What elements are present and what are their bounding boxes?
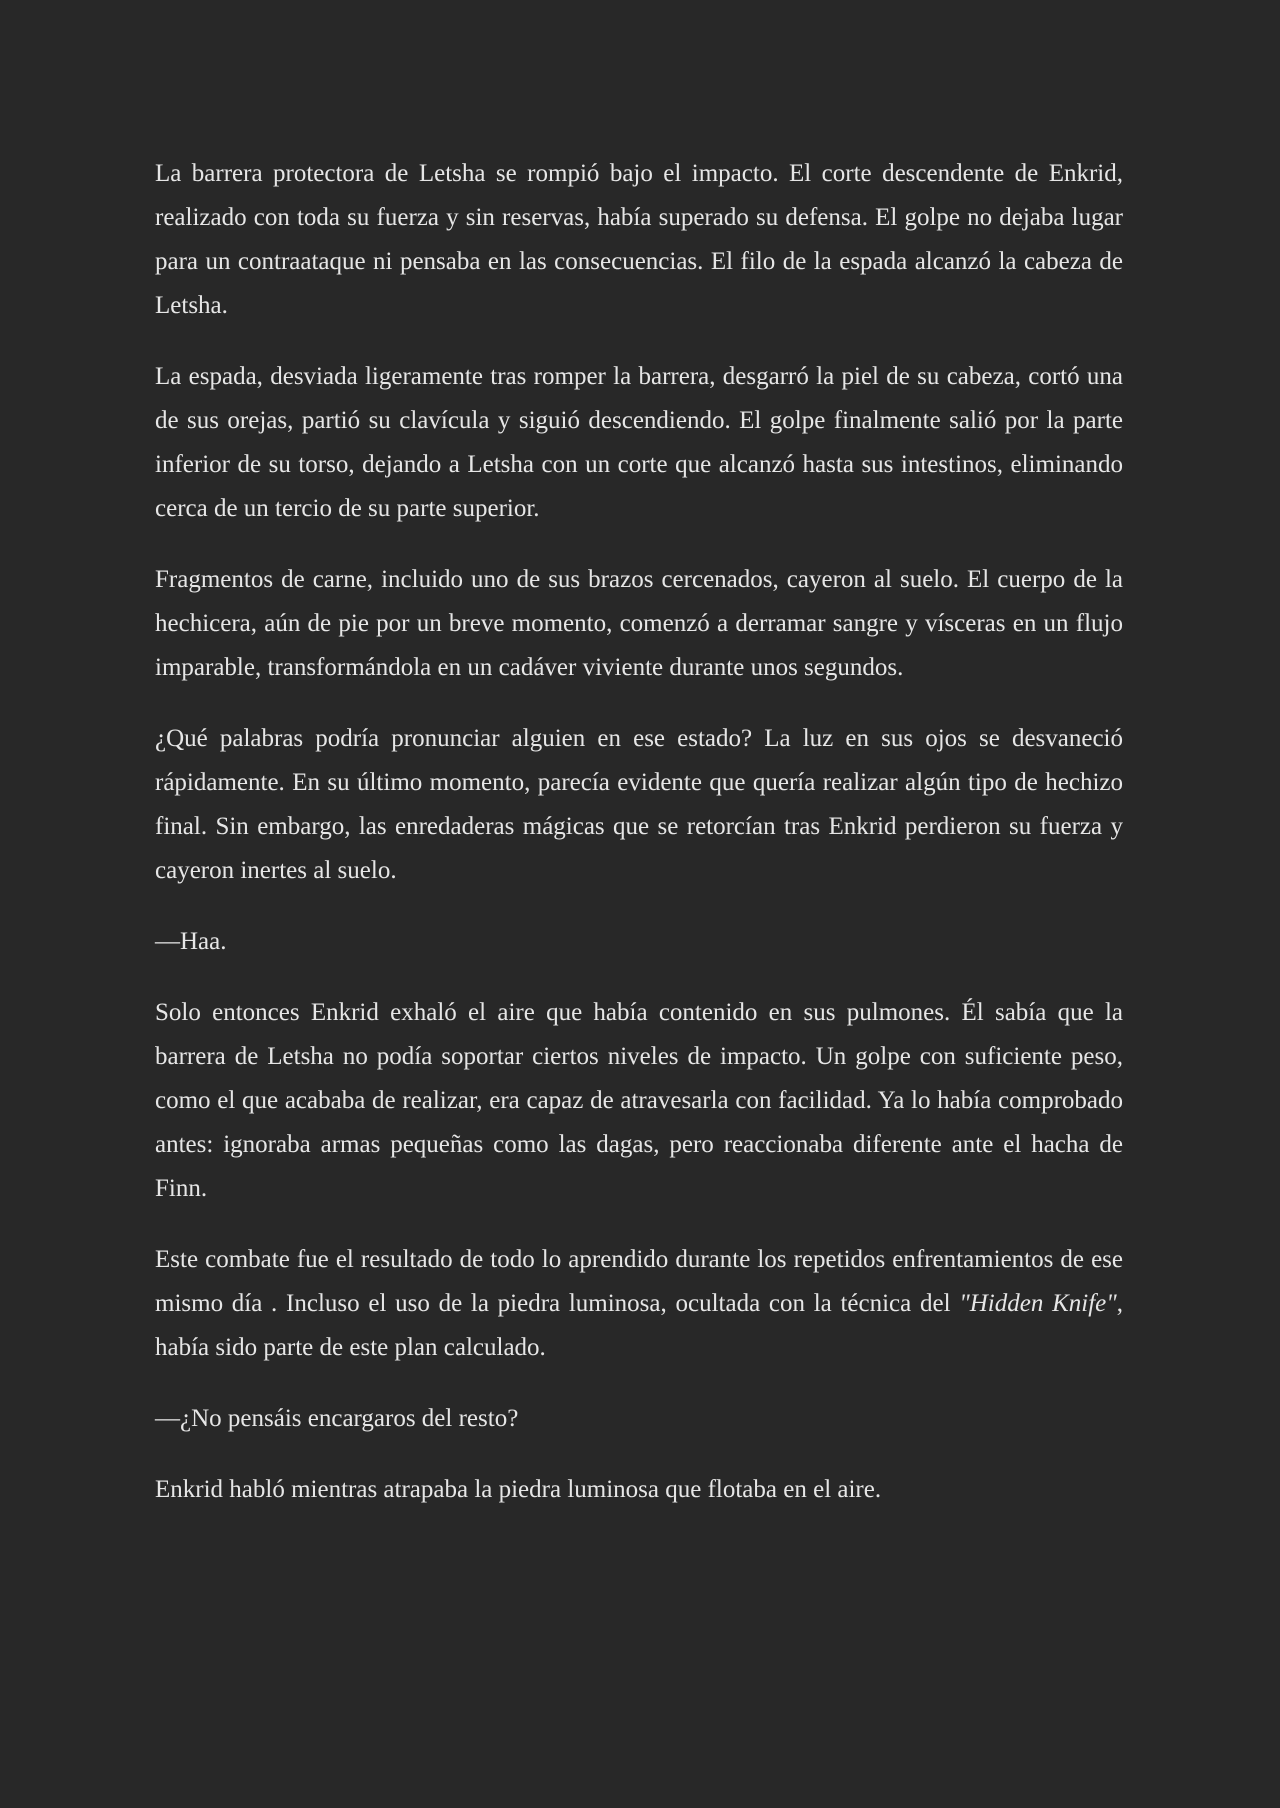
paragraph-4: ¿Qué palabras podría pronunciar alguien en ese estado? La luz en sus ojos se desvaneció rápidamente. En su último momento, parecía evidente que quería realizar algún tipo de hechizo final. Sin embargo, las enredaderas mágicas que se retorcían tras Enkrid perdieron su fuerza y cayeron inertes al suelo.: [155, 725, 1123, 884]
paragraph-1: La barrera protectora de Letsha se rompió bajo el impacto. El corte descendente de Enkrid, realizado con toda su fuerza y sin reservas, había superado su defensa. El golpe no dejaba lugar para un contraataque ni pensaba en las consecuencias. El filo de la espada alcanzó la cabeza de Letsha.: [155, 160, 1123, 319]
paragraph-2: La espada, desviada ligeramente tras romper la barrera, desgarró la piel de su cabeza, cortó una de sus orejas, partió su clavícula y siguió descendiendo. El golpe finalmente salió por la parte inferior de su torso, dejando a Letsha con un corte que alcanzó hasta sus intestinos, eliminando cerca de un tercio de su parte superior.: [155, 363, 1123, 522]
paragraph-7-text-before: Este combate fue el resultado de todo lo aprendido durante los repetidos enfrentamientos de ese mismo día . Incluso el uso de la piedra luminosa, ocultada con la técnica del: [155, 1246, 1123, 1317]
paragraph-7-italic-term: "Hidden Knife": [959, 1290, 1117, 1317]
paragraph-7: [155, 1238, 1123, 1370]
paragraph-3: Fragmentos de carne, incluido uno de sus brazos cercenados, cayeron al suelo. El cuerpo de la hechicera, aún de pie por un breve momento, comenzó a derramar sangre y vísceras en un flujo imparable, transformándola en un cadáver viviente durante unos segundos.: [155, 566, 1123, 681]
paragraph-7-text-after: , había sido parte de este plan calculado.: [155, 1290, 1123, 1361]
reader-page: [155, 152, 1123, 1539]
paragraph-9: Enkrid habló mientras atrapaba la piedra luminosa que flotaba en el aire.: [155, 1476, 882, 1503]
paragraph-6: Solo entonces Enkrid exhaló el aire que había contenido en sus pulmones. Él sabía que la barrera de Letsha no podía soportar ciertos niveles de impacto. Un golpe con suficiente peso, como el que acababa de realizar, era capaz de atravesarla con facilidad. Ya lo había comprobado antes: ignoraba armas pequeñas como las dagas, pero reaccionaba diferente ante el hacha de Finn.: [155, 999, 1123, 1202]
paragraph-8-dialogue: —¿No pensáis encargaros del resto?: [155, 1405, 519, 1432]
paragraph-5-dialogue: —Haa.: [155, 928, 227, 955]
